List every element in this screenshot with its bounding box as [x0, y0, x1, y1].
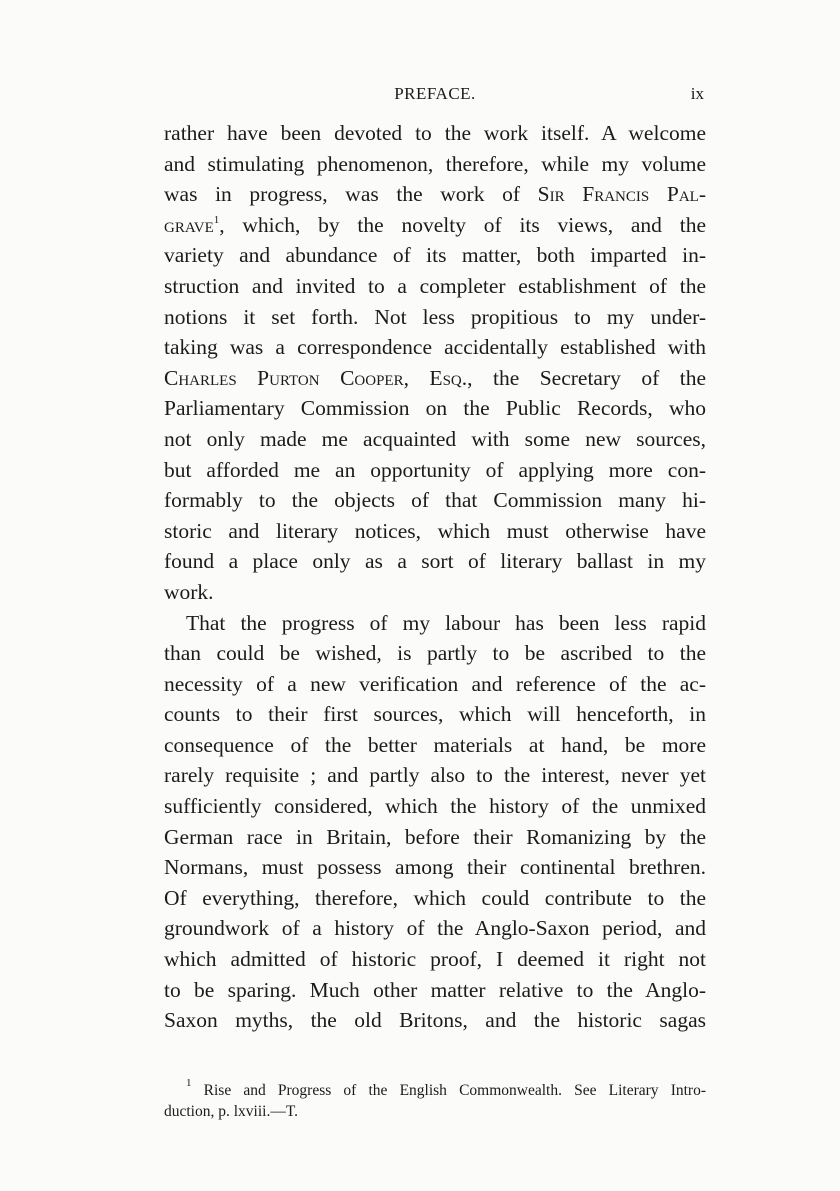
text-line: which admitted of historic proof, I deemed it right not: [164, 947, 706, 972]
text-line: but afforded me an opportunity of applying more con-: [164, 457, 706, 482]
footnote: [164, 1077, 707, 1122]
text-line: work.: [164, 579, 214, 604]
text-line: not only made me acquainted with some new sources,: [164, 426, 706, 451]
text-line: variety and abundance of its matter, both imparted in-: [164, 243, 706, 268]
footnote-marker: 1: [186, 1077, 192, 1089]
text-line: counts to their first sources, which will henceforth, in: [164, 702, 706, 727]
running-title: PREFACE.: [394, 84, 476, 103]
text-line: groundwork of a history of the Anglo-Saxon period, and: [164, 916, 706, 941]
text-line: rarely requisite ; and partly also to the interest, never yet: [164, 763, 706, 788]
person-name: Charles Purton Cooper, Esq.: [164, 365, 468, 390]
text-line: storic and literary notices, which must otherwise have: [164, 518, 706, 543]
footnote-reference: 1: [213, 213, 220, 226]
text-line: than could be wished, is partly to be ascribed to the: [164, 641, 706, 666]
text-line: was in progress, was the work of Sir Francis Pal-: [164, 182, 706, 207]
text-line: necessity of a new verification and reference of the ac-: [164, 671, 706, 696]
footnote-line: duction, p. lxviii.—T.: [164, 1103, 299, 1120]
text-line: rather have been devoted to the work itself. A welcome: [164, 121, 706, 145]
text-line: grave$^1$, which, by the novelty of its views, and the: [164, 212, 706, 237]
text-line: found a place only as a sort of literary ballast in my: [164, 549, 706, 574]
text-line: Of everything, therefore, which could contribute to the: [164, 885, 706, 910]
page-header: [164, 84, 706, 108]
text-line: German race in Britain, before their Romanizing by the: [164, 824, 706, 849]
text-line: Charles Purton Cooper, Esq., the Secretary of the: [164, 365, 706, 390]
text-line: notions it set forth. Not less propitious to my under-: [164, 304, 706, 329]
text-line: to be sparing. Much other matter relative to the Anglo-: [164, 977, 706, 1002]
body-text: [164, 118, 706, 1036]
text-line: sufficiently considered, which the history of the unmixed: [164, 794, 706, 819]
text-line: formably to the objects of that Commission many hi-: [164, 488, 706, 513]
text-line: and stimulating phenomenon, therefore, while my volume: [164, 151, 706, 176]
text-line: consequence of the better materials at hand, be more: [164, 732, 706, 757]
footnote-line: $^1$ Rise and Progress of the English Commonwealth. See Literary Intro-: [186, 1077, 707, 1099]
text-line: Normans, must possess among their continental brethren.: [164, 855, 706, 880]
paragraph-start-line: That the progress of my labour has been less rapid: [186, 610, 706, 635]
author-name: Sir Francis: [537, 182, 650, 207]
page-number: ix: [690, 84, 704, 103]
text-line: Parliamentary Commission on the Public Records, who: [164, 396, 706, 421]
text-line: struction and invited to a completer establishment of the: [164, 273, 706, 298]
text-line: taking was a correspondence accidentally established with: [164, 335, 706, 360]
text-line: Saxon myths, the old Britons, and the historic sagas: [164, 1008, 706, 1033]
